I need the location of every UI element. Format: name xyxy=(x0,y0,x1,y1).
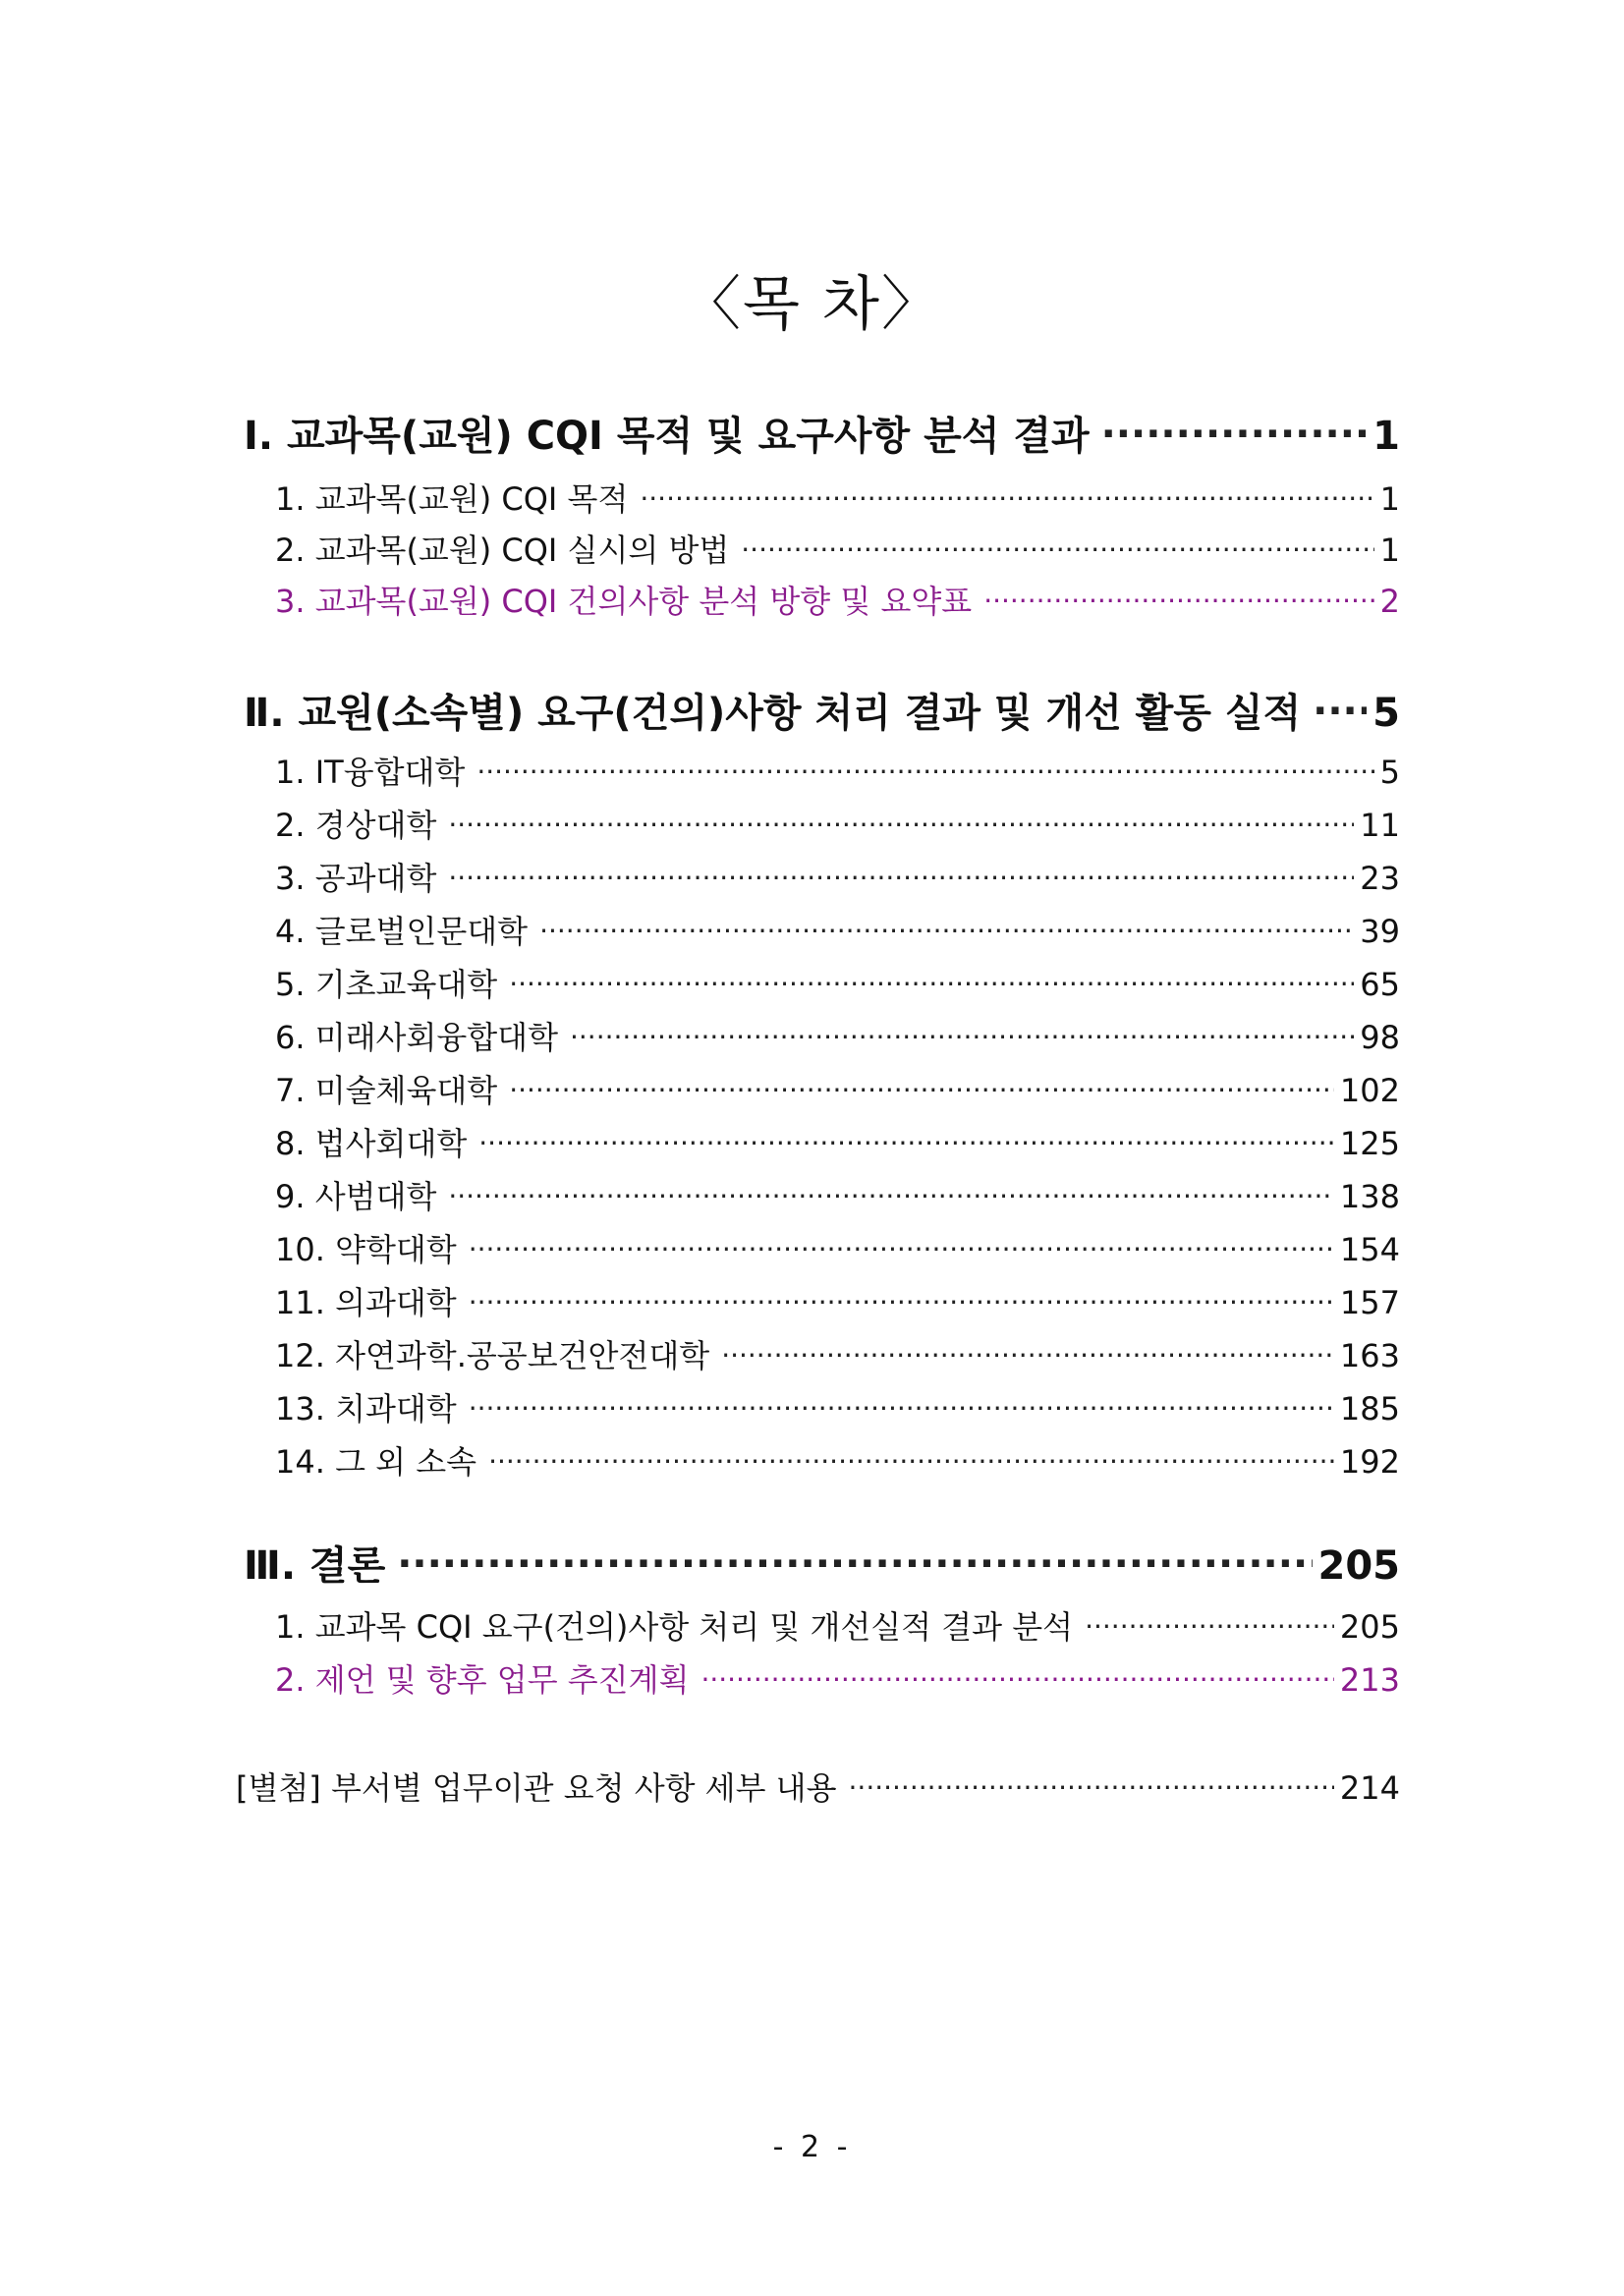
toc-item-2-9[interactable] xyxy=(275,1175,1400,1220)
toc-item-2-5[interactable] xyxy=(275,963,1400,1008)
toc-section-2[interactable] xyxy=(244,688,1400,739)
toc-title: 〈목 차〉 xyxy=(682,270,942,339)
toc-item-2-14[interactable] xyxy=(275,1440,1400,1485)
toc-page-number: 138 xyxy=(1339,1178,1400,1215)
toc-page-number: 5 xyxy=(1372,691,1400,736)
toc-item-label: 11. 의과대학 xyxy=(275,1284,457,1321)
dot-leader xyxy=(476,751,1373,794)
dot-leader xyxy=(448,1175,1334,1218)
toc-item-label: 3. 교과목(교원) CQI 건의사항 분석 방향 및 요약표 xyxy=(275,583,973,620)
toc-page-number: 23 xyxy=(1360,860,1400,897)
toc-page-number: 157 xyxy=(1339,1284,1400,1321)
toc-page-number: 154 xyxy=(1339,1231,1400,1268)
toc-section-label: Ⅱ. 교원(소속별) 요구(건의)사항 처리 결과 및 개선 활동 실적 xyxy=(244,691,1302,736)
toc-page-number: 1 xyxy=(1379,480,1400,518)
page-footer-number: - 2 - xyxy=(772,2130,852,2164)
toc-page-number: 1 xyxy=(1372,414,1400,459)
toc-page-number: 185 xyxy=(1339,1390,1400,1428)
dot-leader xyxy=(488,1440,1334,1484)
toc-page-number: 205 xyxy=(1339,1608,1400,1646)
toc-page-number: 205 xyxy=(1317,1543,1400,1589)
dot-leader xyxy=(741,529,1373,572)
toc-page-number: 125 xyxy=(1339,1125,1400,1162)
toc-item-label: 2. 교과목(교원) CQI 실시의 방법 xyxy=(275,532,730,569)
toc-page-number: 5 xyxy=(1379,754,1400,791)
dot-leader xyxy=(448,857,1354,900)
dot-leader xyxy=(700,1658,1333,1702)
toc-item-label: 4. 글로벌인문대학 xyxy=(275,913,529,950)
toc-item-1-2[interactable] xyxy=(275,529,1400,574)
toc-item-2-12[interactable] xyxy=(275,1334,1400,1379)
toc-item-label: 1. 교과목 CQI 요구(건의)사항 처리 및 개선실적 결과 분석 xyxy=(275,1608,1074,1646)
toc-section-3[interactable] xyxy=(244,1540,1400,1592)
dot-leader xyxy=(469,1387,1334,1430)
toc-section-1[interactable] xyxy=(244,411,1400,462)
toc-item-label: 13. 치과대학 xyxy=(275,1390,457,1428)
dot-leader xyxy=(448,804,1354,847)
dot-leader xyxy=(469,1228,1334,1271)
toc-attachment[interactable] xyxy=(236,1766,1400,1812)
toc-item-2-6[interactable] xyxy=(275,1016,1400,1061)
toc-item-2-1[interactable] xyxy=(275,751,1400,796)
dot-leader xyxy=(983,580,1373,623)
toc-item-label: 3. 공과대학 xyxy=(275,860,437,897)
dot-leader xyxy=(1313,686,1367,737)
dot-leader xyxy=(640,477,1373,521)
toc-item-1-1[interactable] xyxy=(275,477,1400,523)
toc-item-label: 10. 약학대학 xyxy=(275,1231,457,1268)
toc-item-3-2[interactable] xyxy=(275,1658,1400,1704)
toc-item-2-7[interactable] xyxy=(275,1069,1400,1114)
dot-leader xyxy=(397,1539,1312,1590)
dot-leader xyxy=(478,1122,1334,1165)
toc-item-2-4[interactable] xyxy=(275,910,1400,955)
toc-page-number: 39 xyxy=(1360,913,1400,950)
dot-leader xyxy=(539,910,1354,953)
toc-page-number: 214 xyxy=(1339,1769,1400,1807)
dot-leader xyxy=(469,1281,1334,1324)
toc-section-label: Ⅲ. 결론 xyxy=(244,1543,386,1589)
dot-leader xyxy=(849,1766,1334,1810)
toc-page-number: 213 xyxy=(1339,1661,1400,1699)
toc-page-number: 65 xyxy=(1360,966,1400,1003)
toc-page-number: 98 xyxy=(1360,1019,1400,1056)
toc-item-label: 12. 자연과학.공공보건안전대학 xyxy=(275,1337,710,1374)
toc-page-number: 163 xyxy=(1339,1337,1400,1374)
toc-attachment-label: [별첨] 부서별 업무이관 요청 사항 세부 내용 xyxy=(236,1769,837,1807)
toc-item-label: 6. 미래사회융합대학 xyxy=(275,1019,558,1056)
toc-page-number: 2 xyxy=(1379,583,1400,620)
toc-page-number: 11 xyxy=(1360,807,1400,844)
toc-item-2-13[interactable] xyxy=(275,1387,1400,1432)
toc-item-2-11[interactable] xyxy=(275,1281,1400,1326)
toc-item-1-3[interactable] xyxy=(275,580,1400,625)
toc-item-label: 7. 미술체육대학 xyxy=(275,1072,498,1109)
toc-item-3-1[interactable] xyxy=(275,1605,1400,1651)
toc-item-label: 8. 법사회대학 xyxy=(275,1125,468,1162)
toc-page-number: 102 xyxy=(1339,1072,1400,1109)
toc-section-label: Ⅰ. 교과목(교원) CQI 목적 및 요구사항 분석 결과 xyxy=(244,414,1090,459)
toc-page-number: 1 xyxy=(1379,532,1400,569)
dot-leader xyxy=(570,1016,1354,1059)
toc-item-2-3[interactable] xyxy=(275,857,1400,902)
dot-leader xyxy=(1085,1605,1334,1649)
toc-page-number: 192 xyxy=(1339,1443,1400,1481)
toc-item-2-8[interactable] xyxy=(275,1122,1400,1167)
toc-item-label: 9. 사범대학 xyxy=(275,1178,437,1215)
toc-item-label: 5. 기초교육대학 xyxy=(275,966,498,1003)
toc-item-label: 1. 교과목(교원) CQI 목적 xyxy=(275,480,629,518)
toc-item-label: 1. IT융합대학 xyxy=(275,754,466,791)
toc-item-2-2[interactable] xyxy=(275,804,1400,849)
dot-leader xyxy=(509,1069,1334,1112)
dot-leader xyxy=(721,1334,1334,1377)
dot-leader xyxy=(509,963,1354,1006)
dot-leader xyxy=(1101,409,1368,460)
toc-item-label: 14. 그 외 소속 xyxy=(275,1443,477,1481)
toc-item-label: 2. 제언 및 향후 업무 추진계획 xyxy=(275,1661,690,1699)
toc-item-2-10[interactable] xyxy=(275,1228,1400,1273)
toc-item-label: 2. 경상대학 xyxy=(275,807,437,844)
